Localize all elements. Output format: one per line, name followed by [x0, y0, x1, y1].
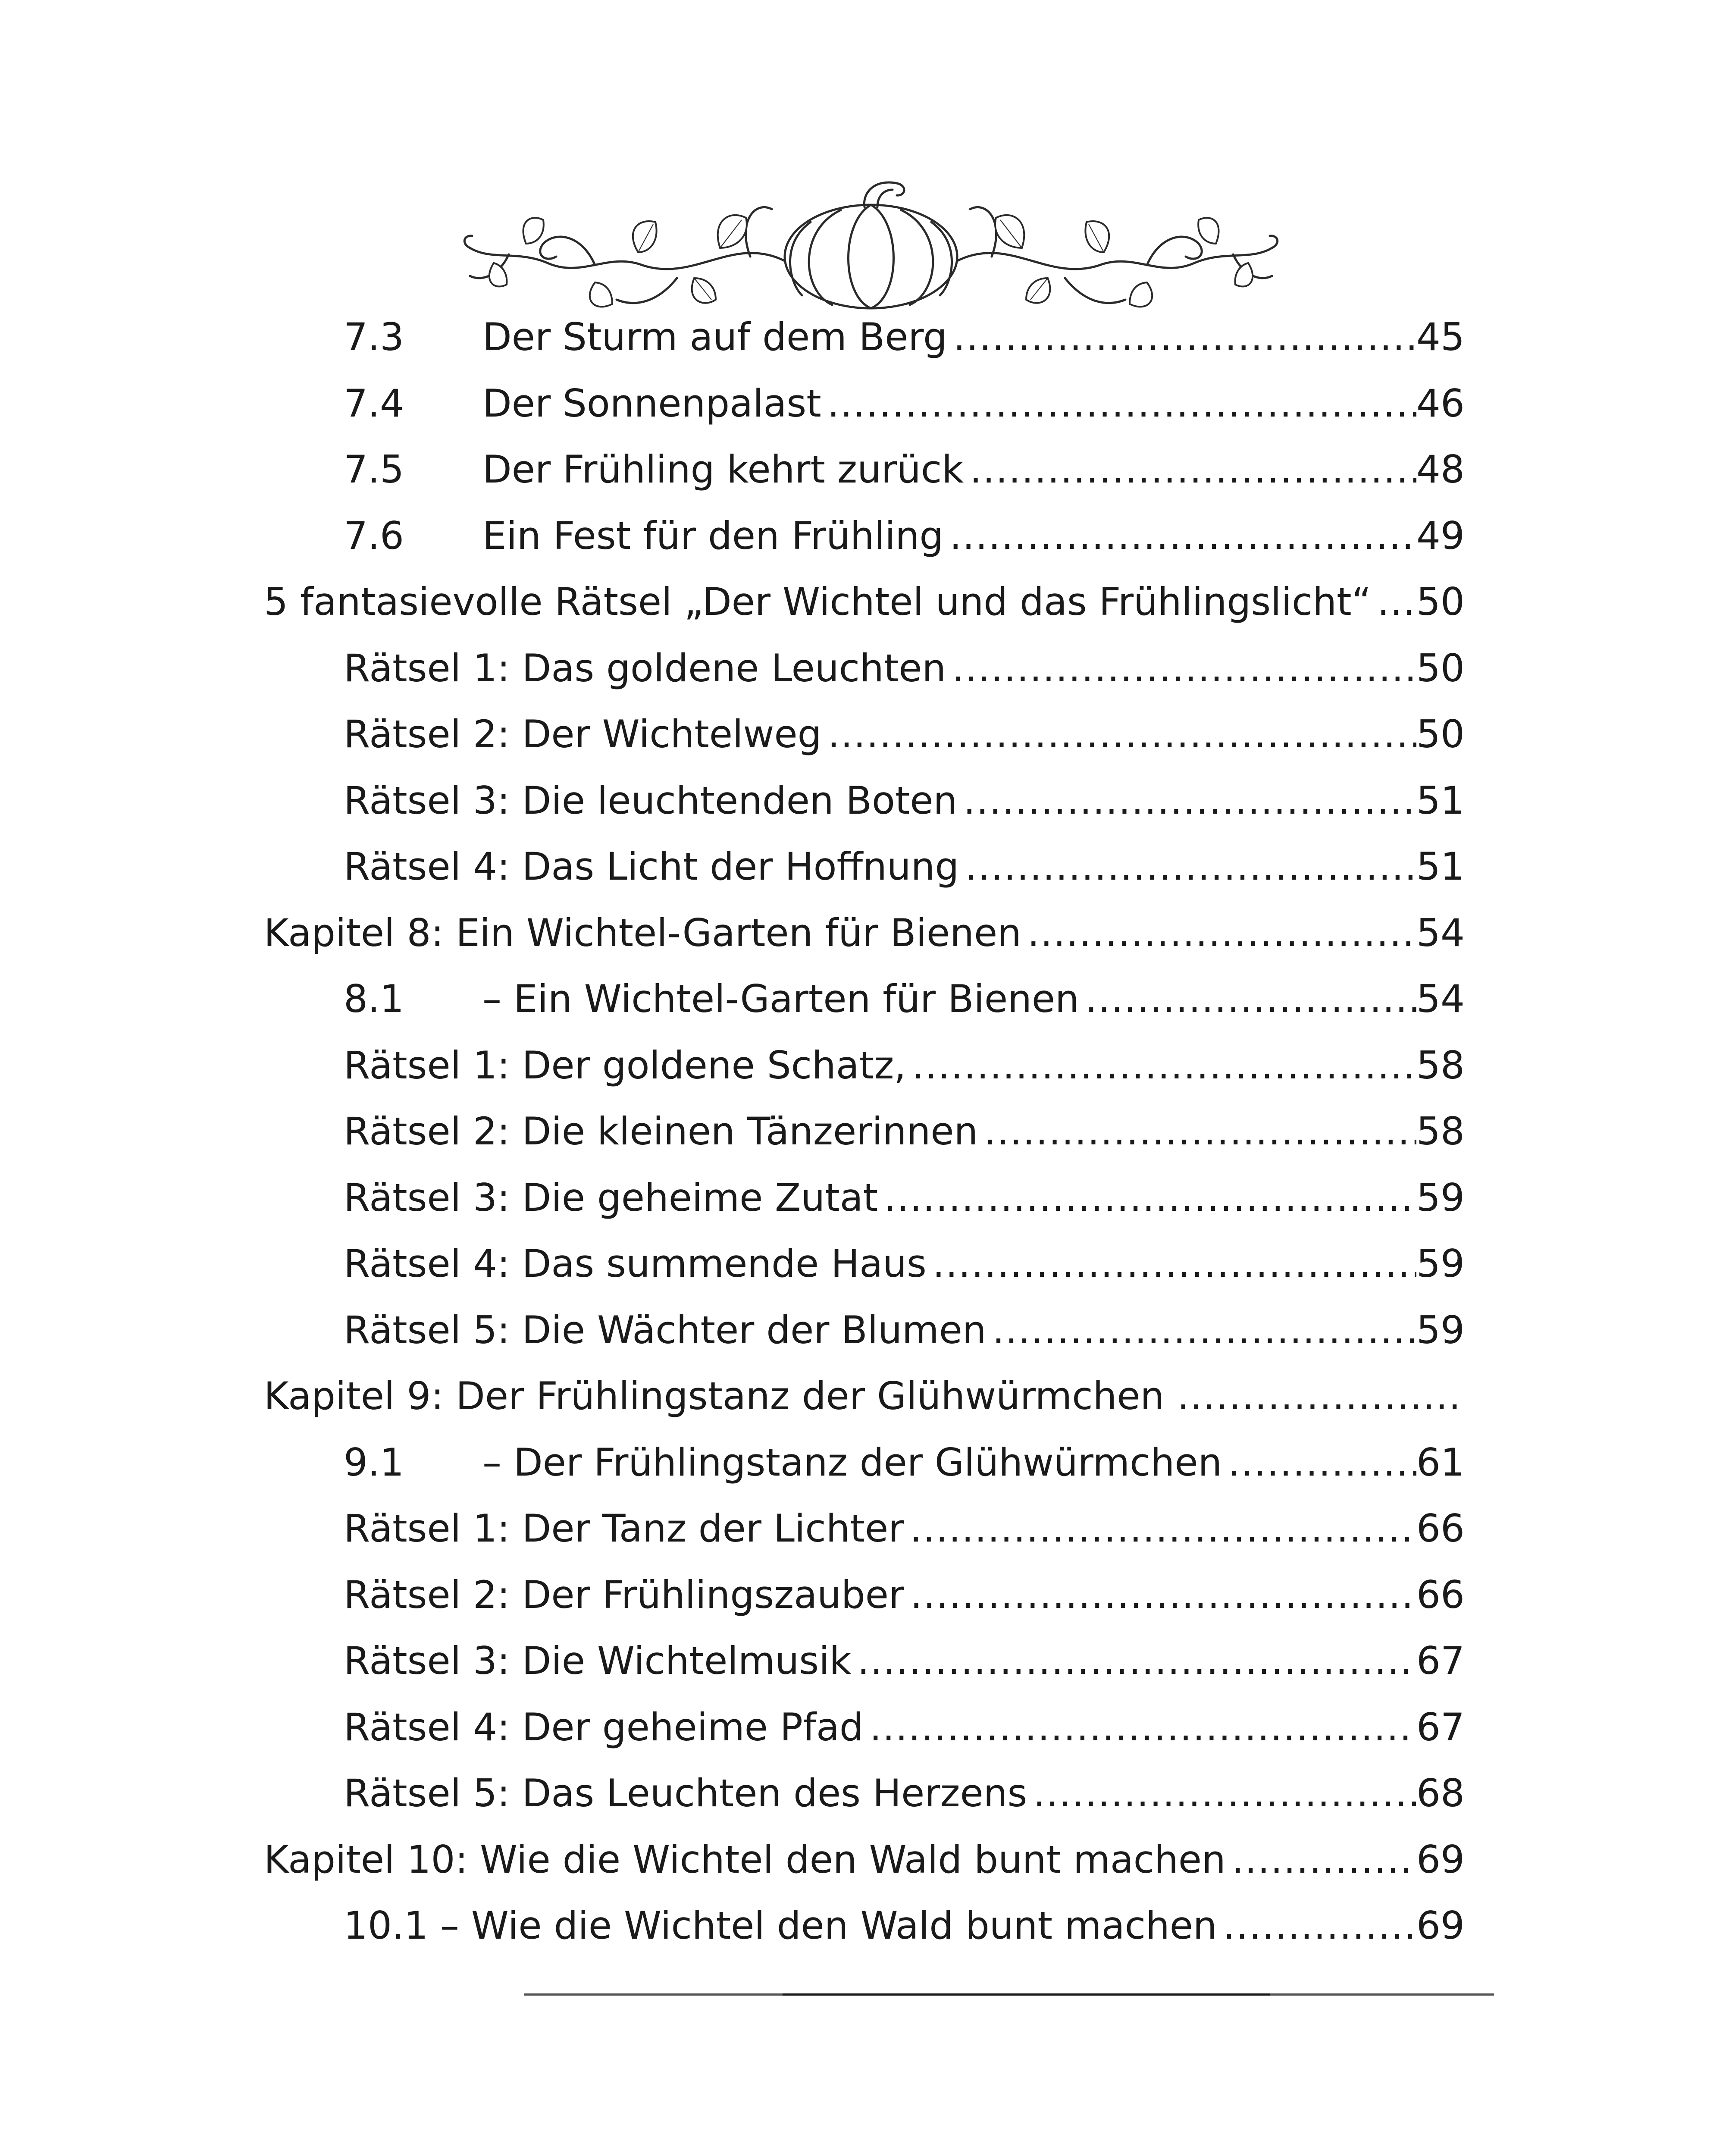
toc-page-number: 46	[1416, 381, 1465, 426]
toc-entry[interactable]	[264, 834, 1465, 900]
toc-page-number: 49	[1416, 513, 1465, 558]
toc-entry-title: Rätsel 3: Die leuchtenden Boten	[344, 778, 958, 823]
toc-page-number: 51	[1416, 778, 1465, 823]
toc-entry-title: Ein Fest für den Frühling	[482, 513, 944, 558]
toc-entry-title: Der Sonnenpalast	[482, 381, 821, 426]
table-of-contents	[264, 304, 1465, 1959]
toc-page-number: 67	[1416, 1705, 1465, 1749]
toc-page-number: 58	[1416, 1043, 1465, 1087]
toc-entry[interactable]	[264, 1495, 1465, 1562]
toc-entry-title: – Der Frühlingstanz der Glühwürmchen	[482, 1440, 1222, 1485]
toc-dot-leader	[963, 768, 1416, 834]
toc-entry[interactable]	[264, 1562, 1465, 1628]
toc-dot-leader	[1223, 1893, 1416, 1959]
toc-page-number: 50	[1416, 646, 1465, 690]
toc-page-number: 67	[1416, 1639, 1465, 1683]
toc-dot-leader	[910, 1562, 1416, 1628]
toc-entry[interactable]	[264, 1628, 1465, 1694]
toc-entry-title: Kapitel 8: Ein Wichtel-Garten für Bienen	[264, 910, 1021, 955]
toc-page-number: 54	[1416, 910, 1465, 955]
toc-entry[interactable]	[264, 1297, 1465, 1363]
toc-entry[interactable]	[264, 635, 1465, 702]
toc-page-number: 51	[1416, 844, 1465, 889]
toc-entry[interactable]	[264, 1893, 1465, 1959]
toc-entry-title: Rätsel 2: Der Wichtelweg	[344, 712, 822, 756]
toc-dot-leader	[827, 701, 1416, 768]
toc-dot-leader	[965, 834, 1416, 900]
toc-entry[interactable]	[264, 1032, 1465, 1099]
toc-entry-number: 7.5	[344, 447, 404, 492]
toc-entry-title: – Ein Wichtel-Garten für Bienen	[482, 977, 1079, 1021]
toc-dot-leader	[910, 1495, 1416, 1562]
toc-entry[interactable]	[264, 1098, 1465, 1165]
toc-page-number: 58	[1416, 1109, 1465, 1153]
toc-entry[interactable]	[264, 436, 1465, 503]
toc-dot-leader	[1033, 1760, 1416, 1827]
toc-entry[interactable]	[264, 569, 1465, 635]
toc-dot-leader	[970, 436, 1416, 503]
toc-entry-title: Rätsel 4: Das summende Haus	[344, 1241, 927, 1286]
toc-page-number: 50	[1416, 580, 1465, 624]
toc-page-number: 69	[1416, 1903, 1465, 1948]
toc-entry[interactable]	[264, 304, 1465, 370]
toc-dot-leader	[912, 1032, 1416, 1099]
toc-entry-number: 7.6	[344, 513, 404, 558]
toc-entry-title: Rätsel 4: Der geheime Pfad	[344, 1705, 864, 1749]
toc-entry-number: 7.3	[344, 315, 404, 359]
toc-dot-leader	[984, 1098, 1416, 1165]
toc-entry[interactable]	[264, 1429, 1465, 1496]
toc-entry[interactable]	[264, 370, 1465, 437]
toc-entry-title: Rätsel 2: Die kleinen Tänzerinnen	[344, 1109, 978, 1153]
toc-dot-leader	[1228, 1429, 1416, 1496]
toc-entry-title: Rätsel 1: Der Tanz der Lichter	[344, 1506, 904, 1551]
toc-entry-number: 9.1	[344, 1440, 404, 1485]
toc-entry-title: Rätsel 1: Das goldene Leuchten	[344, 646, 946, 690]
toc-dot-leader	[1085, 966, 1416, 1032]
toc-page-number: 66	[1416, 1506, 1465, 1551]
toc-entry-title: Rätsel 2: Der Frühlingszauber	[344, 1572, 905, 1617]
toc-page-number: 54	[1416, 977, 1465, 1021]
toc-entry[interactable]	[264, 1694, 1465, 1761]
toc-entry-title: Rätsel 4: Das Licht der Hoffnung	[344, 844, 959, 889]
toc-page-number: 61	[1416, 1440, 1465, 1485]
toc-entry-title: Der Frühling kehrt zurück	[482, 447, 964, 492]
toc-entry-title: Kapitel 9: Der Frühlingstanz der Glühwürmchen	[264, 1374, 1165, 1418]
toc-page-number: 59	[1416, 1307, 1465, 1352]
toc-entry[interactable]	[264, 1363, 1465, 1429]
toc-page-number: 45	[1416, 315, 1465, 359]
toc-dot-leader	[953, 304, 1416, 370]
toc-entry[interactable]	[264, 1827, 1465, 1893]
toc-entry-title: 5 fantasievolle Rätsel „Der Wichtel und das Frühlingslicht“	[264, 580, 1372, 624]
toc-entry[interactable]	[264, 768, 1465, 834]
toc-entry-title: Rätsel 5: Das Leuchten des Herzens	[344, 1771, 1027, 1815]
toc-entry-title: Rätsel 3: Die Wichtelmusik	[344, 1639, 852, 1683]
toc-entry[interactable]	[264, 1231, 1465, 1297]
toc-dot-leader	[949, 503, 1416, 569]
toc-entry-title: Kapitel 10: Wie die Wichtel den Wald bunt machen	[264, 1837, 1226, 1882]
toc-dot-leader	[827, 370, 1416, 437]
toc-page-number: 66	[1416, 1572, 1465, 1617]
toc-dot-leader	[993, 1297, 1416, 1363]
toc-dot-leader	[1232, 1827, 1416, 1893]
toc-entry[interactable]	[264, 503, 1465, 569]
toc-dot-leader	[1177, 1363, 1465, 1429]
toc-page-number: 68	[1416, 1771, 1465, 1815]
toc-page-number: 59	[1416, 1175, 1465, 1220]
toc-entry-number: 8.1	[344, 977, 404, 1021]
toc-page-number: 59	[1416, 1241, 1465, 1286]
toc-entry-number: 7.4	[344, 381, 404, 426]
toc-entry-title: Rätsel 3: Die geheime Zutat	[344, 1175, 878, 1220]
toc-entry-title: Rätsel 5: Die Wächter der Blumen	[344, 1307, 987, 1352]
toc-dot-leader	[1377, 569, 1416, 635]
toc-entry-title: Der Sturm auf dem Berg	[482, 315, 947, 359]
toc-page-number: 50	[1416, 712, 1465, 756]
toc-dot-leader	[858, 1628, 1417, 1694]
toc-entry[interactable]	[264, 966, 1465, 1032]
toc-entry[interactable]	[264, 1760, 1465, 1827]
toc-entry[interactable]	[264, 900, 1465, 966]
toc-page-number: 69	[1416, 1837, 1465, 1882]
toc-dot-leader	[933, 1231, 1416, 1297]
toc-dot-leader	[952, 635, 1416, 702]
footer-divider	[524, 1993, 1494, 1996]
toc-entry[interactable]	[264, 1165, 1465, 1231]
toc-page-number: 48	[1416, 447, 1465, 492]
toc-entry-title: Rätsel 1: Der goldene Schatz,	[344, 1043, 906, 1087]
toc-entry[interactable]	[264, 701, 1465, 768]
toc-dot-leader	[870, 1694, 1416, 1761]
toc-dot-leader	[1027, 900, 1416, 966]
toc-entry-title: 10.1 – Wie die Wichtel den Wald bunt machen	[344, 1903, 1217, 1948]
pumpkin-vine-ornament-icon	[453, 170, 1289, 317]
toc-dot-leader	[884, 1165, 1416, 1231]
